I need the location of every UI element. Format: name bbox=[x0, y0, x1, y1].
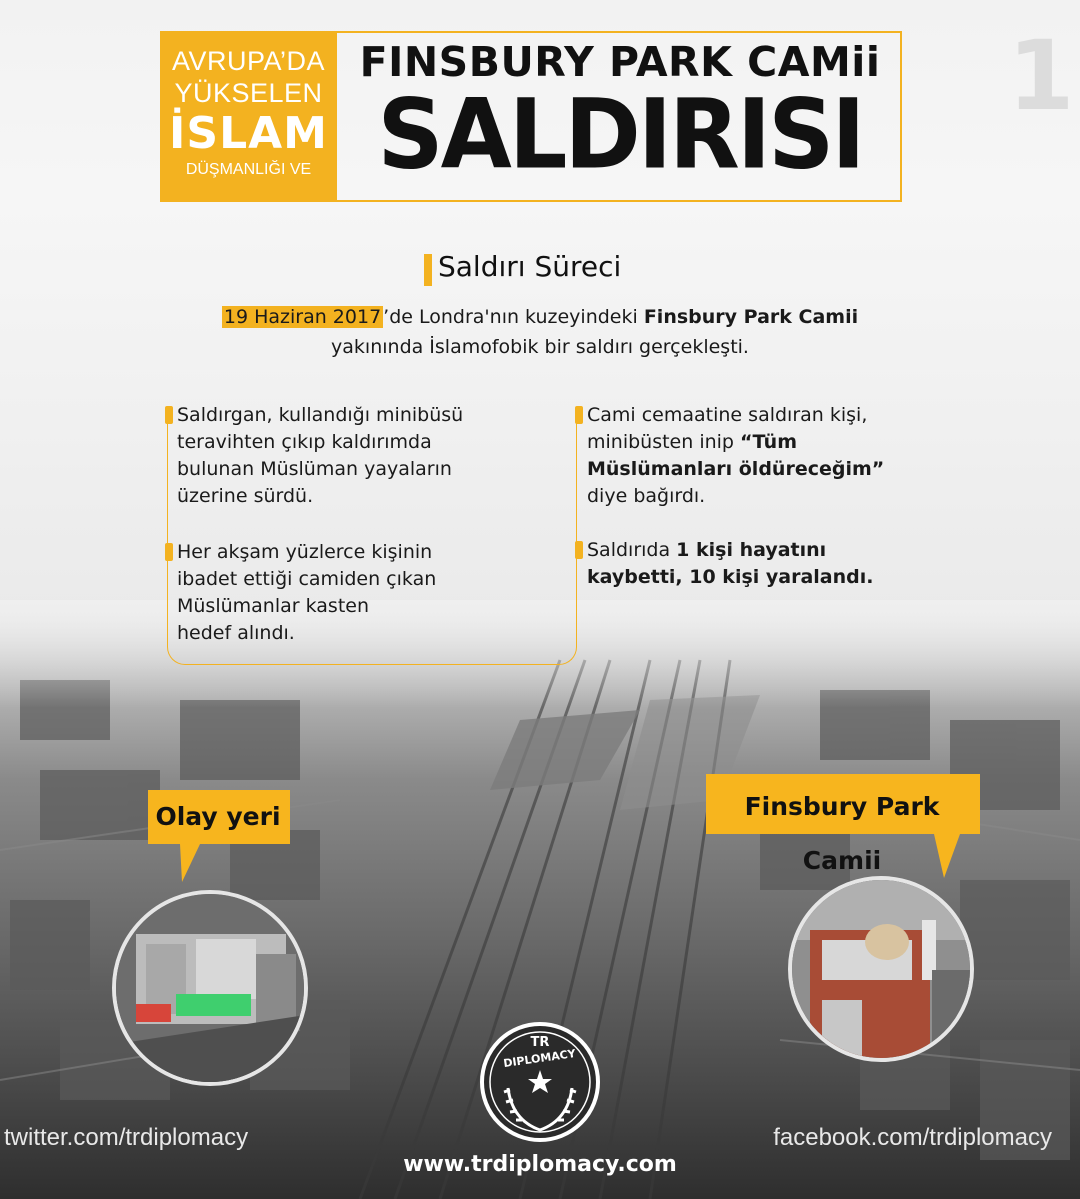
twitter-link[interactable]: twitter.com/trdiplomacy bbox=[4, 1124, 249, 1151]
header-side-line1: AVRUPA’DA bbox=[171, 46, 326, 76]
intro-paragraph bbox=[140, 302, 940, 362]
heading-accent-bar bbox=[424, 254, 432, 286]
header-title-line1: FINSBURY PARK CAMii bbox=[359, 38, 881, 86]
header-side-panel bbox=[160, 31, 337, 202]
label-finsbury-park-camii: Finsbury Park Camii bbox=[744, 792, 940, 875]
logo-text-tr: TR bbox=[530, 1035, 550, 1050]
bullet-text-line: üzerine sürdü. bbox=[177, 485, 314, 507]
intro-text-part1: ’de Londra'nın kuzeyindeki bbox=[383, 306, 644, 328]
header-side-line3: İSLAM bbox=[169, 108, 328, 159]
bullet-marker bbox=[575, 406, 583, 424]
bullet-text-line: Saldırıda bbox=[587, 539, 677, 561]
header-side-line2: YÜKSELEN bbox=[174, 78, 323, 108]
bullet-marker bbox=[165, 406, 173, 424]
bullet-right-2 bbox=[587, 537, 967, 591]
bullet-text-line: diye bağırdı. bbox=[587, 485, 706, 507]
bullet-text-line: hedef alındı. bbox=[177, 622, 295, 644]
bullet-text-line: ibadet ettiği camiden çıkan bbox=[177, 568, 437, 590]
bullet-text-line: bulunan Müslüman yayaların bbox=[177, 458, 452, 480]
bullet-casualties-1: 1 kişi hayatını bbox=[676, 539, 827, 561]
bullet-marker bbox=[575, 541, 583, 559]
header-title-line2: SALDIRISI bbox=[377, 78, 863, 191]
intro-text-part2: yakınında İslamofobik bir saldırı gerçekleşti. bbox=[331, 336, 749, 358]
mosque-photo bbox=[788, 876, 974, 1062]
bullet-text-line: Her akşam yüzlerce kişinin bbox=[177, 541, 433, 563]
section-heading-text: Saldırı Süreci bbox=[438, 250, 622, 283]
tr-diplomacy-logo bbox=[478, 1008, 602, 1168]
bullet-text-line: minibüsten inip bbox=[587, 431, 741, 453]
bullet-text-line: Saldırgan, kullandığı minibüsü bbox=[177, 404, 464, 426]
bullet-quote-start: “Tüm bbox=[740, 431, 797, 453]
bullet-left-1 bbox=[177, 402, 557, 510]
incident-location-photo bbox=[112, 890, 308, 1086]
intro-date: 19 Haziran 2017 bbox=[223, 306, 382, 328]
bullet-marker bbox=[165, 543, 173, 561]
bullet-right-1 bbox=[587, 402, 967, 510]
bullet-text-line: teravihten çıkıp kaldırımda bbox=[177, 431, 432, 453]
bullet-text-line: Cami cemaatine saldıran kişi, bbox=[587, 404, 868, 426]
bullet-quote-end: Müslümanları öldüreceğim” bbox=[587, 458, 885, 480]
page-number: 1 bbox=[1007, 20, 1075, 132]
label-olay-yeri: Olay yeri bbox=[155, 802, 281, 831]
facebook-link[interactable]: facebook.com/trdiplomacy bbox=[773, 1124, 1052, 1151]
intro-mosque-name: Finsbury Park Camii bbox=[643, 306, 859, 328]
website-link[interactable]: www.trdiplomacy.com bbox=[403, 1152, 677, 1177]
bullet-casualties-2: kaybetti, 10 kişi yaralandı. bbox=[587, 566, 874, 588]
logo-text-diplomacy: DIPLOMACY bbox=[502, 1047, 577, 1071]
header-side-line4: DÜŞMANLIĞI VE bbox=[185, 161, 312, 178]
bullet-left-2 bbox=[177, 539, 557, 647]
bullet-text-line: Müslümanlar kasten bbox=[177, 595, 370, 617]
